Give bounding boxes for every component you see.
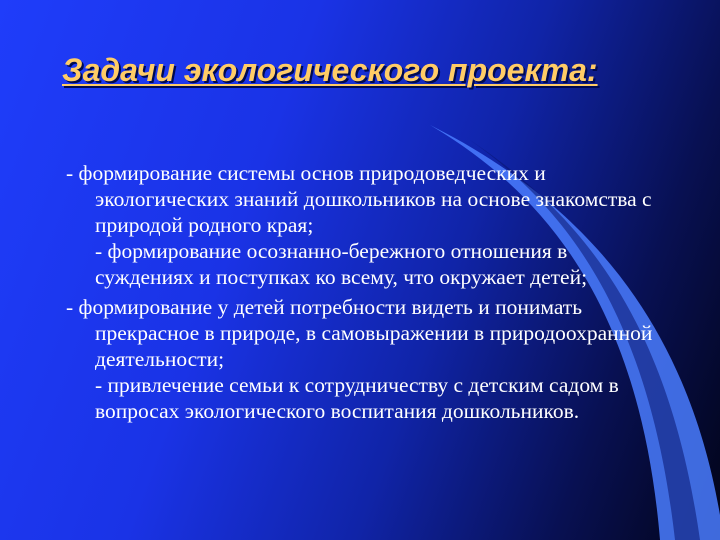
- slide-body: [66, 160, 656, 428]
- task-item-2: - формирование осознанно-бережного отношения в суждениях и поступках ко всему, что окружает детей;: [95, 239, 588, 289]
- task-paragraph-2: [66, 294, 656, 424]
- task-paragraph-1: [66, 160, 656, 290]
- task-item-1: - формирование системы основ природоведческих и экологических знаний дошкольников на основе знакомства с природой родного края;: [66, 161, 652, 237]
- slide-title: Задачи экологического проекта:: [62, 52, 598, 88]
- task-item-4: - привлечение семьи к сотрудничеству с детским садом в вопросах экологического воспитания дошкольников.: [95, 373, 619, 423]
- task-item-3: - формирование у детей потребности видеть и понимать прекрасное в природе, в самовыражении в природоохранной деятельности;: [66, 295, 653, 371]
